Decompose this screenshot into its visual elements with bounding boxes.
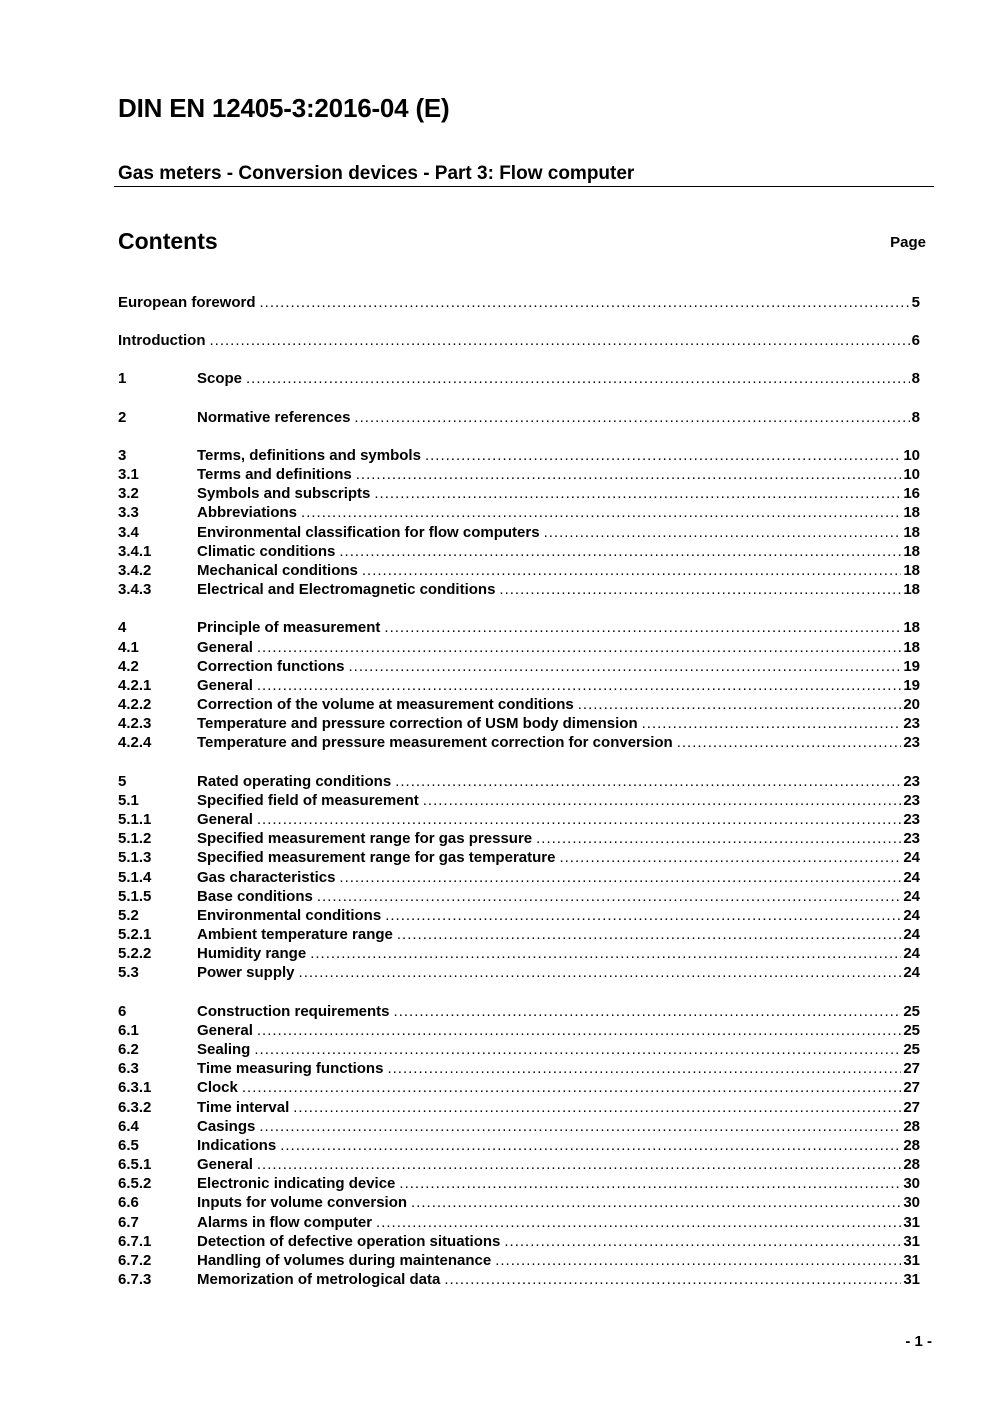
- toc-entry[interactable]: [118, 1193, 920, 1212]
- toc-entry-page: 23: [903, 830, 920, 847]
- toc-entry-title: Base conditions: [197, 888, 313, 905]
- toc-entry-title: Power supply: [197, 964, 295, 981]
- toc-dot-leader: [544, 523, 902, 542]
- toc-entry[interactable]: [118, 1040, 920, 1059]
- toc-dot-leader: [339, 868, 901, 887]
- toc-entry-page: 20: [903, 696, 920, 713]
- toc-entry-number: 6.7: [118, 1214, 139, 1231]
- toc-entry-title: Alarms in flow computer: [197, 1214, 373, 1231]
- toc-dot-leader: [317, 887, 901, 906]
- toc-entry-title: Electrical and Electromagnetic conditions: [197, 581, 496, 598]
- toc-entry[interactable]: [118, 1117, 920, 1136]
- toc-dot-leader: [559, 848, 901, 867]
- toc-dot-leader: [339, 542, 901, 561]
- toc-entry-page: 23: [903, 715, 920, 732]
- toc-entry-page: 27: [903, 1079, 920, 1096]
- toc-dot-leader: [385, 906, 901, 925]
- toc-entry-number: 4.2.1: [118, 677, 152, 694]
- toc-entry-title: Climatic conditions: [197, 543, 336, 560]
- toc-dot-leader: [411, 1193, 901, 1212]
- toc-entry[interactable]: [118, 1232, 920, 1251]
- toc-entry-number: 3.4: [118, 524, 139, 541]
- toc-entry[interactable]: [118, 963, 920, 982]
- toc-entry-number: 4.2.2: [118, 696, 152, 713]
- toc-entry-page: 18: [903, 543, 920, 560]
- toc-entry-number: 1: [118, 370, 127, 387]
- toc-entry[interactable]: [118, 369, 920, 388]
- toc-entry-number: 3.3: [118, 504, 139, 521]
- toc-entry-number: 6.2: [118, 1041, 139, 1058]
- toc-entry-number: 6.5: [118, 1137, 139, 1154]
- toc-entry-number: 6.7.1: [118, 1233, 152, 1250]
- toc-entry[interactable]: [118, 580, 920, 599]
- toc-entry-title: Time interval: [197, 1099, 290, 1116]
- toc-entry-page: 30: [903, 1194, 920, 1211]
- toc-entry[interactable]: [118, 848, 920, 867]
- toc-entry-number: 4.2.4: [118, 734, 152, 751]
- toc-entry-number: 6.5.1: [118, 1156, 152, 1173]
- toc-dot-leader: [387, 1059, 901, 1078]
- toc-entry[interactable]: [118, 906, 920, 925]
- toc-entry-page: 25: [903, 1003, 920, 1020]
- toc-entry[interactable]: [118, 293, 920, 312]
- toc-dot-leader: [257, 1021, 901, 1040]
- contents-heading: Contents: [118, 228, 218, 254]
- toc-dot-leader: [362, 561, 901, 580]
- toc-entry-title: Handling of volumes during maintenance: [197, 1252, 492, 1269]
- toc-entry-number: 5.1.5: [118, 888, 152, 905]
- toc-entry-page: 23: [903, 792, 920, 809]
- toc-entry-number: 6.5.2: [118, 1175, 152, 1192]
- toc-entry[interactable]: [118, 523, 920, 542]
- toc-entry[interactable]: [118, 868, 920, 887]
- toc-entry-number: 6.3.2: [118, 1099, 152, 1116]
- toc-entry-title: Rated operating conditions: [197, 773, 392, 790]
- toc-entry-title: General: [197, 1022, 253, 1039]
- toc-dot-leader: [257, 638, 901, 657]
- toc-entry[interactable]: [118, 714, 920, 733]
- toc-entry-page: 19: [903, 658, 920, 675]
- toc-entry-title: General: [197, 811, 253, 828]
- toc-dot-leader: [399, 1174, 901, 1193]
- toc-dot-leader: [425, 446, 901, 465]
- toc-entry-page: 18: [903, 504, 920, 521]
- toc-entry-number: 5.1.2: [118, 830, 152, 847]
- toc-entry-title: Casings: [197, 1118, 256, 1135]
- toc-entry-title: Correction functions: [197, 658, 345, 675]
- toc-entry-title: Introduction: [118, 332, 206, 349]
- toc-dot-leader: [642, 714, 902, 733]
- toc-entry[interactable]: [118, 1251, 920, 1270]
- toc-entry-page: 31: [903, 1252, 920, 1269]
- document-subtitle: Gas meters - Conversion devices - Part 3: Flow computer: [118, 163, 635, 184]
- toc-dot-leader: [257, 1155, 901, 1174]
- toc-entry[interactable]: [118, 465, 920, 484]
- toc-entry-page: 24: [903, 926, 920, 943]
- toc-entry[interactable]: [118, 1136, 920, 1155]
- toc-entry-number: 6.1: [118, 1022, 139, 1039]
- toc-entry-number: 4.1: [118, 639, 139, 656]
- toc-entry-page: 10: [903, 447, 920, 464]
- toc-entry[interactable]: [118, 1270, 920, 1289]
- toc-entry-page: 28: [903, 1137, 920, 1154]
- toc-dot-leader: [301, 503, 901, 522]
- toc-entry-title: Environmental conditions: [197, 907, 382, 924]
- toc-dot-leader: [299, 963, 902, 982]
- toc-entry-page: 24: [903, 945, 920, 962]
- toc-entry-title: General: [197, 639, 253, 656]
- toc-dot-leader: [578, 695, 902, 714]
- toc-dot-leader: [397, 925, 901, 944]
- toc-entry-number: 5.2: [118, 907, 139, 924]
- toc-entry-number: 2: [118, 409, 127, 426]
- toc-entry-title: Construction requirements: [197, 1003, 390, 1020]
- toc-entry-page: 24: [903, 964, 920, 981]
- toc-entry-number: 3.2: [118, 485, 139, 502]
- toc-entry-title: General: [197, 1156, 253, 1173]
- toc-dot-leader: [374, 484, 901, 503]
- toc-entry-title: Clock: [197, 1079, 238, 1096]
- toc-entry[interactable]: [118, 503, 920, 522]
- title-divider: [114, 186, 934, 187]
- toc-entry[interactable]: [118, 408, 920, 427]
- toc-entry[interactable]: [118, 331, 920, 350]
- toc-entry[interactable]: [118, 561, 920, 580]
- toc-entry-page: 18: [903, 581, 920, 598]
- toc-entry-title: Abbreviations: [197, 504, 298, 521]
- toc-dot-leader: [254, 1040, 901, 1059]
- toc-entry-page: 23: [903, 811, 920, 828]
- toc-dot-leader: [257, 810, 901, 829]
- toc-entry-page: 18: [903, 619, 920, 636]
- toc-dot-leader: [280, 1136, 901, 1155]
- toc-entry[interactable]: [118, 1059, 920, 1078]
- toc-entry-number: 6.3: [118, 1060, 139, 1077]
- toc-entry[interactable]: [118, 925, 920, 944]
- toc-dot-leader: [677, 733, 902, 752]
- toc-entry-page: 30: [903, 1175, 920, 1192]
- toc-entry-title: Detection of defective operation situations: [197, 1233, 501, 1250]
- toc-entry-page: 24: [903, 888, 920, 905]
- toc-entry-number: 3.4.2: [118, 562, 152, 579]
- toc-dot-leader: [259, 1117, 901, 1136]
- toc-dot-leader: [394, 1002, 902, 1021]
- toc-entry-title: Sealing: [197, 1041, 251, 1058]
- toc-entry-page: 25: [903, 1041, 920, 1058]
- toc-dot-leader: [536, 829, 901, 848]
- toc-dot-leader: [395, 772, 901, 791]
- toc-entry[interactable]: [118, 810, 920, 829]
- toc-entry-number: 5.3: [118, 964, 139, 981]
- toc-dot-leader: [293, 1098, 901, 1117]
- toc-entry-number: 6: [118, 1003, 127, 1020]
- toc-entry[interactable]: [118, 887, 920, 906]
- toc-dot-leader: [349, 657, 902, 676]
- toc-entry-page: 18: [903, 562, 920, 579]
- toc-dot-leader: [260, 293, 910, 312]
- toc-entry-title: Inputs for volume conversion: [197, 1194, 408, 1211]
- toc-entry[interactable]: [118, 772, 920, 791]
- toc-dot-leader: [209, 331, 909, 350]
- toc-entry-title: European foreword: [118, 294, 256, 311]
- toc-entry-number: 5.2.2: [118, 945, 152, 962]
- toc-entry-number: 5.1.1: [118, 811, 152, 828]
- toc-entry[interactable]: [118, 1213, 920, 1232]
- toc-entry-page: 31: [903, 1214, 920, 1231]
- toc-entry-page: 5: [911, 294, 920, 311]
- toc-entry[interactable]: [118, 676, 920, 695]
- toc-entry-title: Indications: [197, 1137, 277, 1154]
- toc-entry-page: 28: [903, 1156, 920, 1173]
- toc-dot-leader: [310, 944, 901, 963]
- toc-entry-number: 4: [118, 619, 127, 636]
- toc-entry-page: 24: [903, 869, 920, 886]
- toc-entry-number: 6.6: [118, 1194, 139, 1211]
- toc-entry-title: Gas characteristics: [197, 869, 336, 886]
- toc-entry-title: Time measuring functions: [197, 1060, 384, 1077]
- toc-entry-title: Mechanical conditions: [197, 562, 358, 579]
- toc-dot-leader: [504, 1232, 901, 1251]
- toc-dot-leader: [499, 580, 901, 599]
- toc-entry-number: 6.3.1: [118, 1079, 152, 1096]
- toc-entry-title: Correction of the volume at measurement conditions: [197, 696, 574, 713]
- toc-entry-title: Specified measurement range for gas pressure: [197, 830, 533, 847]
- toc-entry[interactable]: [118, 657, 920, 676]
- toc-dot-leader: [356, 465, 902, 484]
- toc-entry-number: 5.1: [118, 792, 139, 809]
- toc-entry-number: 4.2: [118, 658, 139, 675]
- toc-entry[interactable]: [118, 733, 920, 752]
- toc-entry[interactable]: [118, 638, 920, 657]
- toc-entry-number: 5.2.1: [118, 926, 152, 943]
- toc-dot-leader: [423, 791, 902, 810]
- toc-entry[interactable]: [118, 1174, 920, 1193]
- page-number: - 1 -: [905, 1333, 932, 1350]
- toc-entry[interactable]: [118, 944, 920, 963]
- toc-entry-number: 3: [118, 447, 127, 464]
- toc-dot-leader: [495, 1251, 901, 1270]
- toc-dot-leader: [376, 1213, 901, 1232]
- toc-dot-leader: [246, 369, 910, 388]
- toc-entry-title: Electronic indicating device: [197, 1175, 396, 1192]
- toc-entry-page: 24: [903, 849, 920, 866]
- toc-dot-leader: [384, 618, 901, 637]
- page-column-heading: Page: [890, 234, 926, 251]
- toc-entry-title: General: [197, 677, 253, 694]
- toc-entry-title: Symbols and subscripts: [197, 485, 371, 502]
- toc-entry[interactable]: [118, 1002, 920, 1021]
- toc-entry-number: 5.1.4: [118, 869, 152, 886]
- toc-entry-page: 25: [903, 1022, 920, 1039]
- toc-entry-number: 5.1.3: [118, 849, 152, 866]
- toc-entry-title: Normative references: [197, 409, 351, 426]
- toc-entry-title: Memorization of metrological data: [197, 1271, 441, 1288]
- document-id: DIN EN 12405-3:2016-04 (E): [118, 93, 450, 123]
- toc-entry-title: Ambient temperature range: [197, 926, 393, 943]
- toc-entry-title: Terms and definitions: [197, 466, 352, 483]
- toc-entry-number: 5: [118, 773, 127, 790]
- toc-entry[interactable]: [118, 484, 920, 503]
- toc-dot-leader: [242, 1078, 901, 1097]
- toc-entry-number: 6.7.2: [118, 1252, 152, 1269]
- toc-entry-title: Temperature and pressure measurement correction for conversion: [197, 734, 673, 751]
- toc-entry-title: Principle of measurement: [197, 619, 381, 636]
- toc-entry-title: Specified measurement range for gas temperature: [197, 849, 556, 866]
- toc-entry-title: Scope: [197, 370, 243, 387]
- toc-entry[interactable]: [118, 829, 920, 848]
- toc-entry-number: 3.4.3: [118, 581, 152, 598]
- toc-entry-number: 4.2.3: [118, 715, 152, 732]
- toc-entry-page: 24: [903, 907, 920, 924]
- toc-entry-page: 10: [903, 466, 920, 483]
- toc-entry-number: 3.1: [118, 466, 139, 483]
- toc-entry-title: Temperature and pressure correction of USM body dimension: [197, 715, 638, 732]
- toc-entry[interactable]: [118, 791, 920, 810]
- toc-entry-number: 3.4.1: [118, 543, 152, 560]
- toc-entry-page: 27: [903, 1099, 920, 1116]
- toc-entry[interactable]: [118, 1155, 920, 1174]
- toc-entry-number: 6.4: [118, 1118, 139, 1135]
- toc-entry-page: 18: [903, 524, 920, 541]
- toc-entry-page: 28: [903, 1118, 920, 1135]
- toc-entry-page: 31: [903, 1271, 920, 1288]
- toc-dot-leader: [354, 408, 909, 427]
- toc-entry-page: 8: [911, 370, 920, 387]
- toc-entry-page: 23: [903, 773, 920, 790]
- toc-entry[interactable]: [118, 542, 920, 561]
- toc-dot-leader: [257, 676, 901, 695]
- toc-entry-title: Humidity range: [197, 945, 307, 962]
- toc-entry-title: Environmental classification for flow computers: [197, 524, 540, 541]
- toc-entry-page: 18: [903, 639, 920, 656]
- toc-entry[interactable]: [118, 1021, 920, 1040]
- toc-entry-page: 16: [903, 485, 920, 502]
- toc-entry-title: Terms, definitions and symbols: [197, 447, 421, 464]
- toc-entry-page: 19: [903, 677, 920, 694]
- toc-dot-leader: [444, 1270, 901, 1289]
- toc-entry-number: 6.7.3: [118, 1271, 152, 1288]
- toc-entry[interactable]: [118, 1098, 920, 1117]
- toc-entry[interactable]: [118, 618, 920, 637]
- toc-entry[interactable]: [118, 446, 920, 465]
- toc-entry-page: 31: [903, 1233, 920, 1250]
- toc-entry-page: 23: [903, 734, 920, 751]
- toc-entry[interactable]: [118, 1078, 920, 1097]
- toc-entry-page: 8: [911, 409, 920, 426]
- toc-entry[interactable]: [118, 695, 920, 714]
- toc-entry-page: 27: [903, 1060, 920, 1077]
- toc-entry-page: 6: [911, 332, 920, 349]
- toc-entry-title: Specified field of measurement: [197, 792, 419, 809]
